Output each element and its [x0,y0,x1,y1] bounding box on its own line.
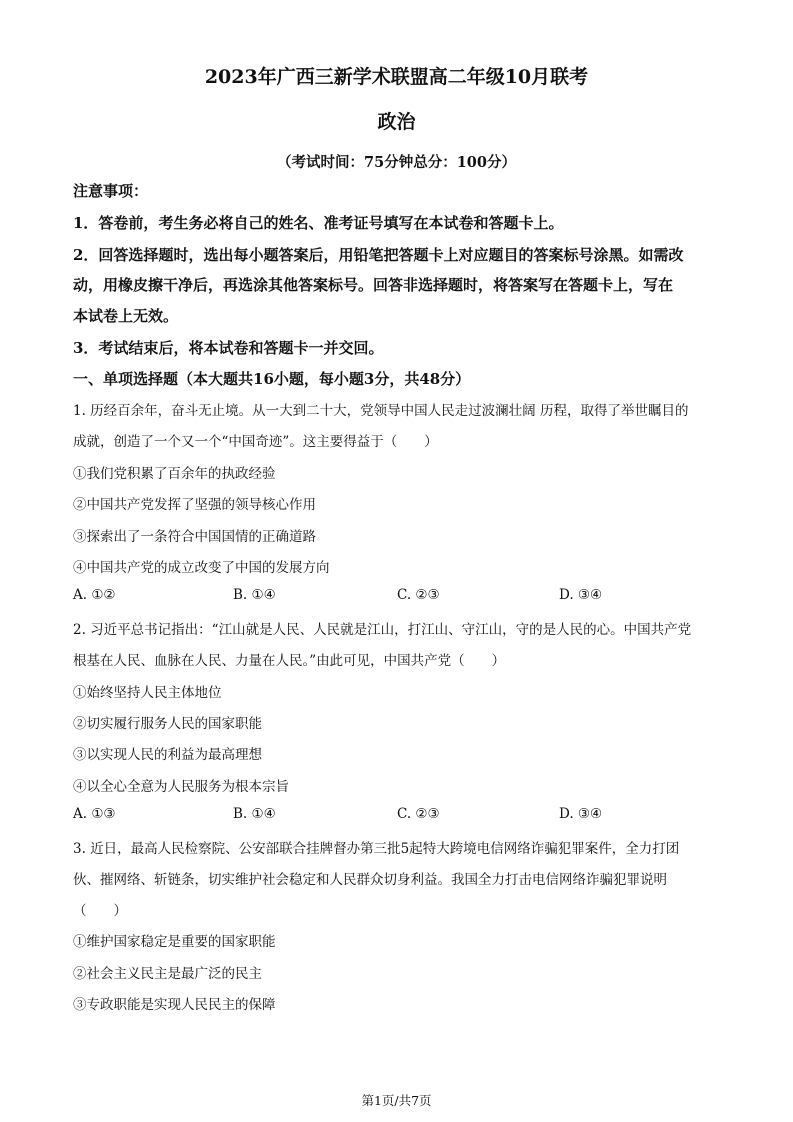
notice-item-2-line-2: 动，用橡皮擦干净后，再选涂其他答案标号。回答非选择题时，将答案写在答题卡上，写在 [73,276,674,294]
section-heading: 一、单项选择题（本大题共16小题，每小题3分，共48分） [73,370,471,388]
q1-stem-line-1: 1. 历经百余年，奋斗无止境。从一大到二十大，党领导中国人民走过波澜壮阔 历程，取得了举世瞩目的 [73,403,689,419]
q1-option-c: C. ②③ [397,587,440,603]
q1-option-d: D. ③④ [559,587,603,603]
q1-statement-3: ③探索出了一条符合中国国情的正确道路 [73,529,316,545]
q2-statement-4: ④以全心全意为人民服务为根本宗旨 [73,779,289,795]
notice-item-3: 3．考试结束后，将本试卷和答题卡一并交回。 [73,339,384,357]
q2-statement-1: ①始终坚持人民主体地位 [73,685,222,701]
q1-statement-1: ①我们党积累了百余年的执政经验 [73,466,276,482]
q2-option-d: D. ③④ [559,806,603,822]
subject-title: 政治 [377,111,416,133]
q1-statement-4: ④中国共产党的成立改变了中国的发展方向 [73,560,330,576]
q3-stem-line-3: （ ） [73,903,127,919]
q2-option-b: B. ①④ [233,806,276,822]
q2-option-a: A. ①③ [73,806,116,822]
q2-stem-line-2: 根基在人民、血脉在人民、力量在人民。”由此可见，中国共产党（ ） [73,653,506,669]
notice-item-2-line-1: 2．回答选择题时，选出每小题答案后，用铅笔把答题卡上对应题目的答案标号涂黑。如需改 [73,246,684,264]
exam-title: 2023年广西三新学术联盟高二年级10月联考 [204,66,589,88]
notice-item-1: 1．答卷前，考生务必将自己的姓名、准考证号填写在本试卷和答题卡上。 [73,214,564,232]
exam-info: （考试时间：75分钟总分：100分） [277,154,516,171]
q3-statement-2: ②社会主义民主是最广泛的民主 [73,966,262,982]
q2-stem-line-1: 2. 习近平总书记指出：“江山就是人民、人民就是江山，打江山、守江山，守的是人民的心。中国共产党 [73,622,692,638]
q1-option-b: B. ①④ [233,587,276,603]
page-number: 第1页/共7页 [361,1093,432,1108]
notice-item-2-line-3: 本试卷上无效。 [73,307,179,325]
q3-stem-line-2: 伙、摧网络、斩链条，切实维护社会稳定和人民群众切身利益。我国全力打击电信网络诈骗犯罪说明 [73,872,667,888]
q2-statement-3: ③以实现人民的利益为最高理想 [73,747,262,763]
q3-statement-1: ①维护国家稳定是重要的国家职能 [73,934,276,950]
q2-statement-2: ②切实履行服务人民的国家职能 [73,716,262,732]
q3-stem-line-1: 3. 近日，最高人民检察院、公安部联合挂牌督办第三批5起特大跨境电信网络诈骗犯罪案件，全力打团 [73,841,680,857]
q3-statement-3: ③专政职能是实现人民民主的保障 [73,997,276,1013]
notice-heading: 注意事项： [73,182,149,200]
q2-option-c: C. ②③ [397,806,440,822]
q1-statement-2: ②中国共产党发挥了坚强的领导核心作用 [73,497,316,513]
q1-option-a: A. ①② [73,587,116,603]
q1-stem-line-2: 成就，创造了一个又一个“中国奇迹”。这主要得益于（ ） [73,434,438,450]
